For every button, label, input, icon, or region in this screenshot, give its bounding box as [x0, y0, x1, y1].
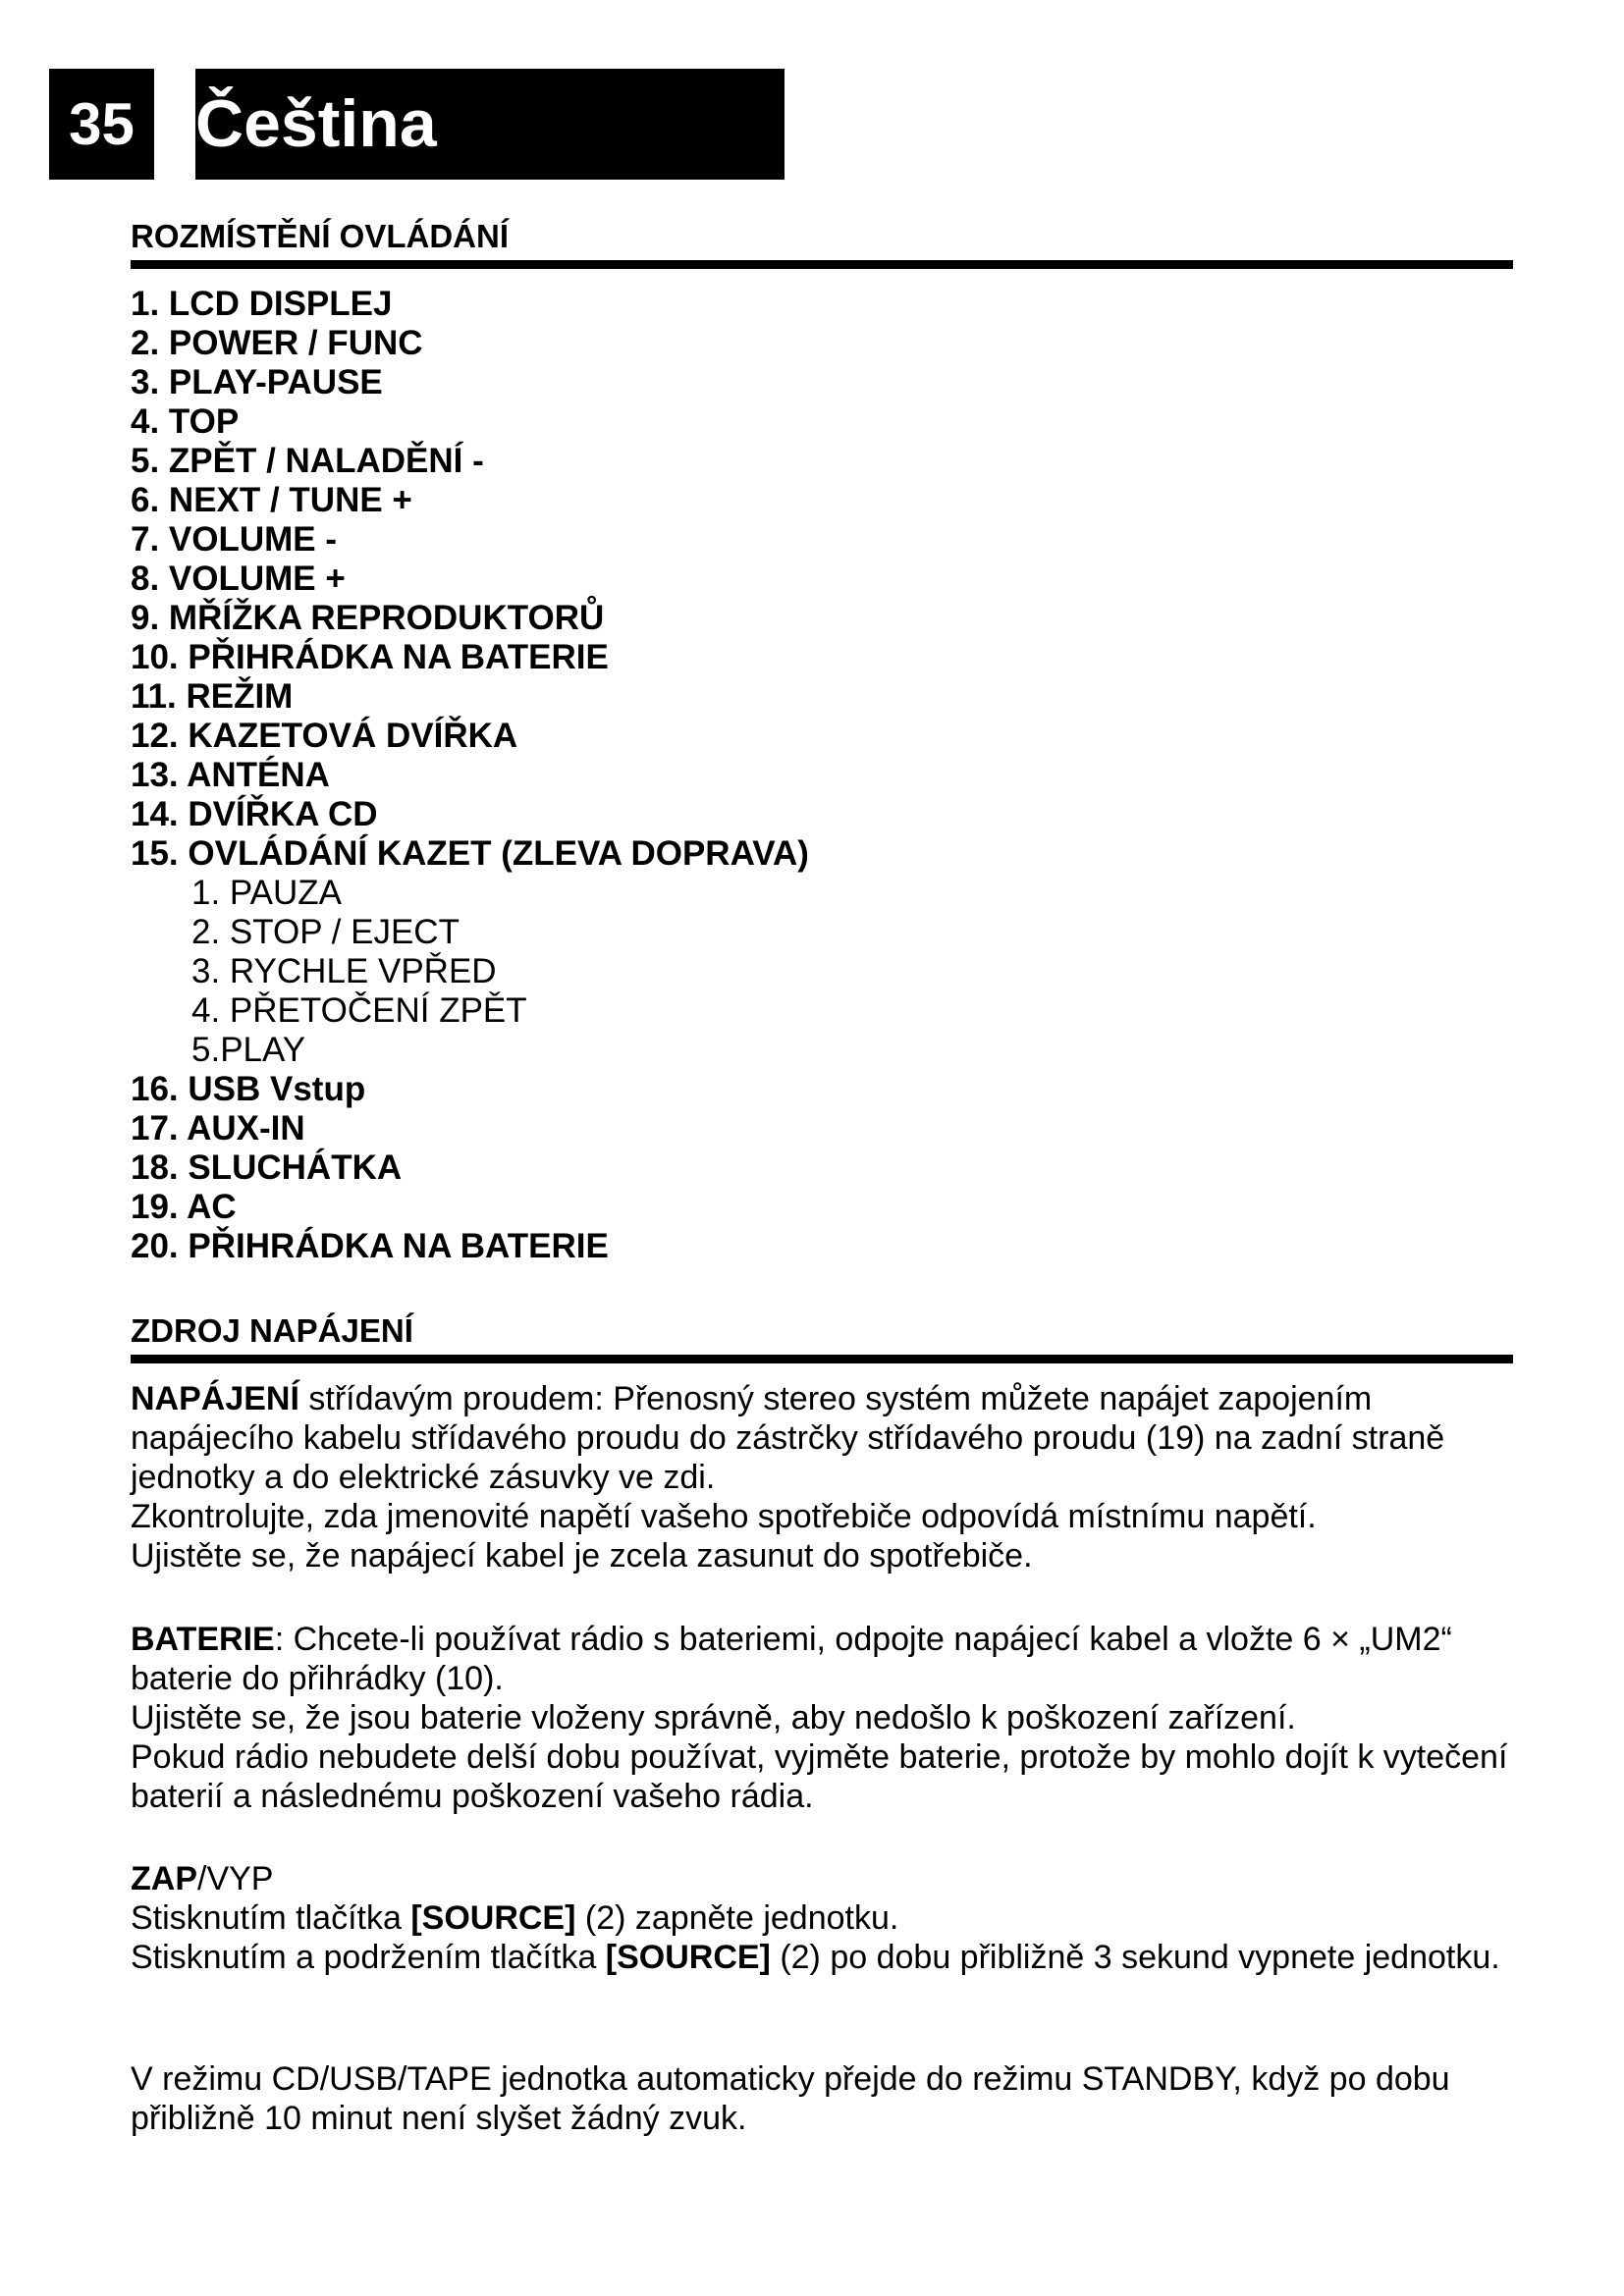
onoff-label-rest: /VYP: [197, 1860, 274, 1897]
battery-label: BATERIE: [131, 1621, 275, 1658]
control-subitem: 5.PLAY: [191, 1031, 306, 1069]
standby-text: V režimu CD/USB/TAPE jednotka automaticky přejde do režimu STANDBY, když po dobu přibližně 10 minut není slyšet žádný zvuk.: [131, 2060, 1450, 2137]
ac-power-line: Zkontrolujte, zda jmenovité napětí vašeho spotřebiče odpovídá místnímu napětí.: [131, 1498, 1317, 1535]
battery-line: Pokud rádio nebudete delší dobu používat, vyjměte baterie, protože by mohlo dojít k vytečení baterií a následnému poškození vašeho rádia.: [131, 1738, 1508, 1815]
control-subitem: 3. RYCHLE VPŘED: [191, 952, 497, 990]
control-item: 15. OVLÁDÁNÍ KAZET (ZLEVA DOPRAVA): [131, 834, 809, 873]
control-item: 16. USB Vstup: [131, 1070, 366, 1108]
standby-paragraph: [131, 2059, 1525, 2138]
control-item: 11. REŽIM: [131, 677, 294, 716]
onoff-text: Stisknutím a podržením tlačítka: [131, 1939, 606, 1976]
ac-power-line: Ujistěte se, že napájecí kabel je zcela zasunut do spotřebiče.: [131, 1537, 1033, 1575]
ac-power-paragraph: [131, 1379, 1525, 1575]
battery-text: : Chcete-li používat rádio s bateriemi, odpojte napájecí kabel a vložte 6 × „UM2“ baterie do přihrádky (10).: [131, 1621, 1452, 1697]
control-item: 8. VOLUME +: [131, 560, 346, 598]
control-item: 4. TOP: [131, 402, 240, 441]
control-item: 7. VOLUME -: [131, 520, 338, 559]
language-title: Čeština: [195, 86, 437, 161]
onoff-text: Stisknutím tlačítka: [131, 1899, 411, 1937]
control-item: 18. SLUCHÁTKA: [131, 1148, 403, 1187]
control-item: 5. ZPĚT / NALADĚNÍ -: [131, 442, 484, 480]
power-heading-rule: [131, 1355, 1513, 1363]
control-item: 6. NEXT / TUNE +: [131, 481, 412, 519]
source-button-ref: [SOURCE]: [410, 1899, 576, 1937]
control-item: 13. ANTÉNA: [131, 756, 330, 794]
control-subitem: 1. PAUZA: [191, 874, 343, 912]
onoff-text: (2) po dobu přibližně 3 sekund vypnete jednotku.: [770, 1939, 1500, 1976]
control-item: 17. AUX-IN: [131, 1109, 305, 1148]
control-subitem: 4. PŘETOČENÍ ZPĚT: [191, 991, 527, 1030]
controls-heading: ROZMÍSTĚNÍ OVLÁDÁNÍ: [131, 218, 509, 254]
battery-line: Ujistěte se, že jsou baterie vloženy správně, aby nedošlo k poškození zařízení.: [131, 1699, 1296, 1736]
onoff-line: [131, 1898, 1525, 1938]
controls-list: [131, 285, 809, 1266]
onoff-line: [131, 1938, 1525, 1977]
battery-paragraph: [131, 1620, 1525, 1816]
control-item: 14. DVÍŘKA CD: [131, 795, 378, 833]
control-item: 10. PŘIHRÁDKA NA BATERIE: [131, 638, 609, 676]
ac-power-line: [131, 1379, 1525, 1497]
controls-heading-rule: [131, 260, 1513, 269]
source-button-ref: [SOURCE]: [605, 1939, 771, 1976]
control-item: 19. AC: [131, 1188, 237, 1226]
control-item: 2. POWER / FUNC: [131, 324, 423, 362]
power-heading: ZDROJ NAPÁJENÍ: [131, 1312, 413, 1349]
control-item: 3. PLAY-PAUSE: [131, 363, 383, 401]
onoff-paragraph: [131, 1859, 1525, 1977]
page-number: 35: [49, 69, 154, 180]
onoff-title: [131, 1859, 1525, 1898]
onoff-text: (2) zapněte jednotku.: [575, 1899, 899, 1937]
language-title-bar: [195, 69, 785, 180]
control-item: 1. LCD DISPLEJ: [131, 285, 393, 323]
control-item: 12. KAZETOVÁ DVÍŘKA: [131, 717, 518, 755]
control-subitem: 2. STOP / EJECT: [191, 913, 460, 951]
ac-power-label: NAPÁJENÍ: [131, 1380, 299, 1417]
control-item: 20. PŘIHRÁDKA NA BATERIE: [131, 1227, 609, 1265]
control-item: 9. MŘÍŽKA REPRODUKTORŮ: [131, 599, 605, 637]
ac-power-text: střídavým proudem: Přenosný stereo systém můžete napájet zapojením napájecího kabelu střídavého proudu do zástrčky střídavého proudu (19) na zadní straně jednotky a do elektrické zásuvky ve zdi.: [131, 1380, 1445, 1496]
battery-line: [131, 1620, 1525, 1698]
onoff-label-bold: ZAP: [131, 1860, 197, 1897]
